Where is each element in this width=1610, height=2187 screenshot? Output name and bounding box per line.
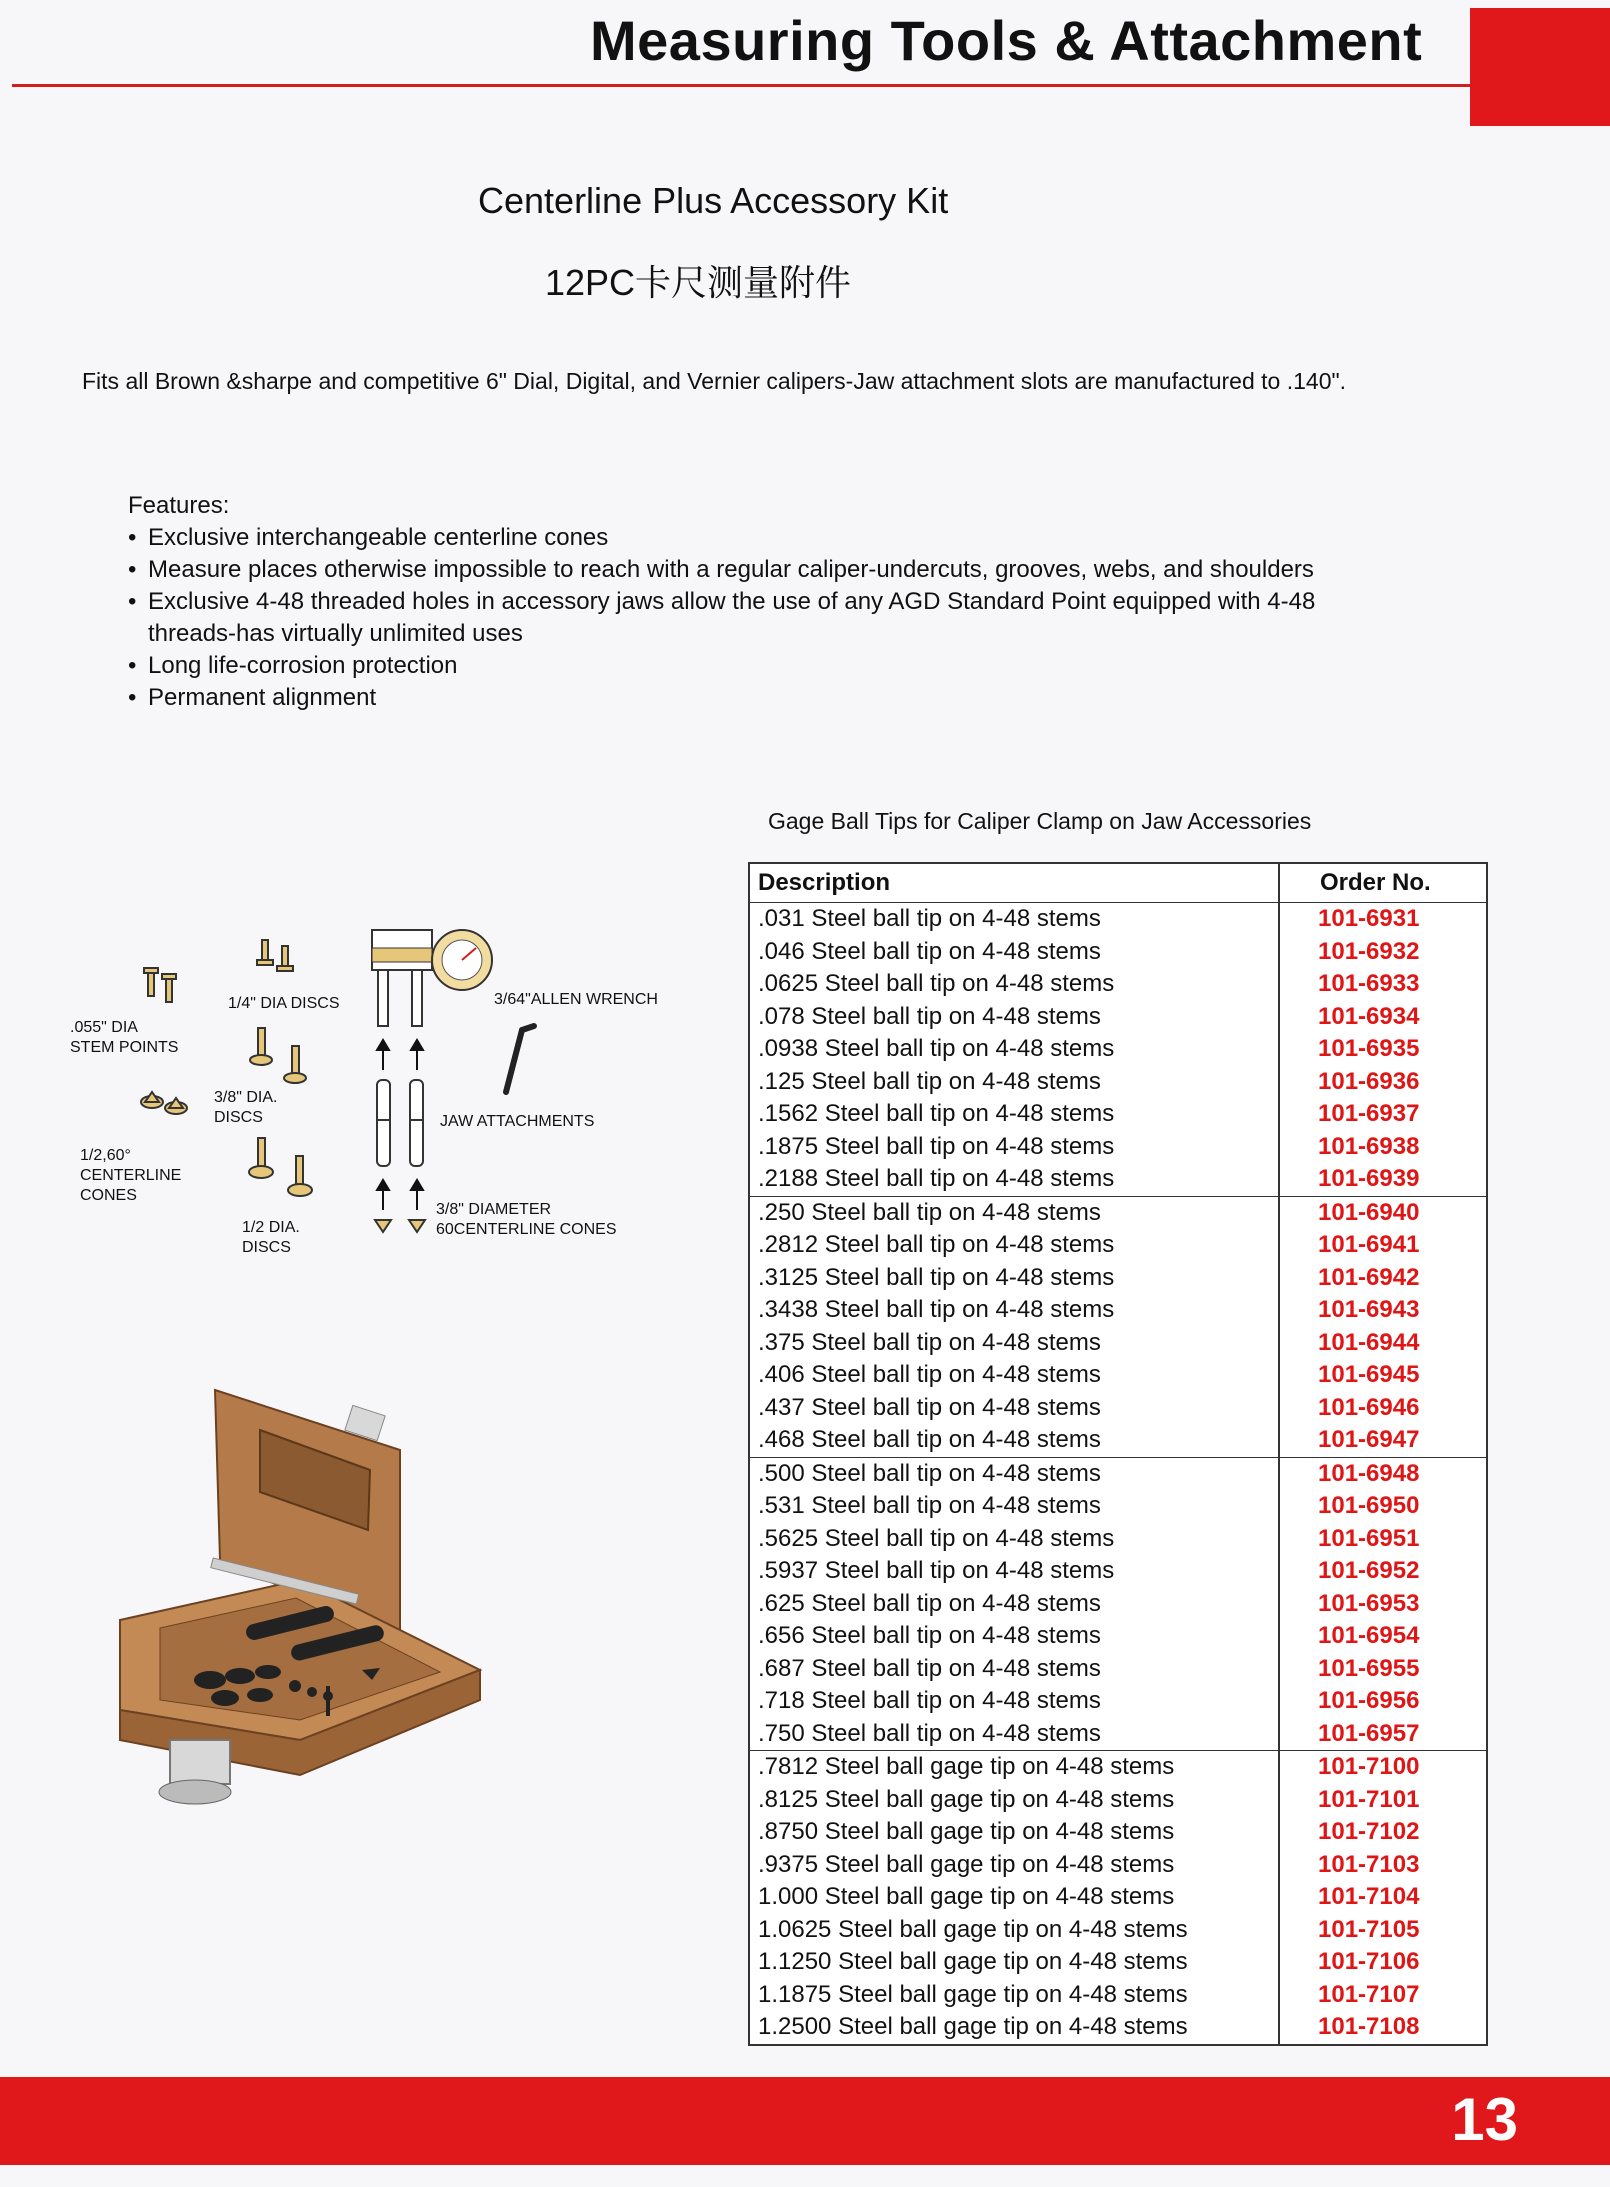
row-order-number: 101-7104 [1279, 1881, 1487, 1914]
feature-item: • Permanent alignment [128, 682, 1368, 714]
table-row [749, 1653, 1487, 1686]
label-jaw-attachments: JAW ATTACHMENTS [440, 1113, 595, 1130]
kit-subtitle: 12PC卡尺测量附件 [545, 262, 852, 303]
row-order-number: 101-6945 [1279, 1359, 1487, 1392]
row-order-number: 101-6936 [1279, 1066, 1487, 1099]
table-row [749, 1033, 1487, 1066]
header-divider [12, 84, 1472, 87]
row-order-number: 101-6954 [1279, 1620, 1487, 1653]
row-description: .3125 Steel ball tip on 4-48 stems [758, 1263, 1115, 1291]
table-row [749, 936, 1487, 969]
row-order-number: 101-6944 [1279, 1327, 1487, 1360]
row-description: .437 Steel ball tip on 4-48 stems [758, 1393, 1101, 1421]
table-row [749, 1229, 1487, 1262]
kit-title: Centerline Plus Accessory Kit [478, 180, 949, 221]
label-centerline-cones: 1/2,60° CENTERLINE CONES [80, 1147, 182, 1204]
kit-case-photo [100, 1380, 530, 1840]
row-description: .3438 Steel ball tip on 4-48 stems [758, 1296, 1115, 1324]
row-description: .8125 Steel ball gage tip on 4-48 stems [758, 1785, 1175, 1813]
row-description: 1.2500 Steel ball gage tip on 4-48 stems [758, 2013, 1188, 2041]
row-description: .1562 Steel ball tip on 4-48 stems [758, 1100, 1115, 1128]
table-row [749, 1718, 1487, 1751]
half-disc-icon [249, 1138, 312, 1196]
row-order-number: 101-6952 [1279, 1555, 1487, 1588]
row-order-number: 101-7100 [1279, 1751, 1487, 1784]
row-description: 1.0625 Steel ball gage tip on 4-48 stems [758, 1915, 1188, 1943]
feature-item: • Exclusive 4-48 threaded holes in accessory jaws allow the use of any AGD Standard Point equipped with 4-48 threads-has virtually unlimited uses [128, 586, 1368, 650]
table-row [749, 1685, 1487, 1718]
row-order-number: 101-7105 [1279, 1914, 1487, 1947]
row-description: .687 Steel ball tip on 4-48 stems [758, 1654, 1101, 1682]
table-row [749, 968, 1487, 1001]
row-description: .500 Steel ball tip on 4-48 stems [749, 1457, 1279, 1490]
table-row [749, 1359, 1487, 1392]
table-row [749, 1490, 1487, 1523]
row-order-number: 101-6937 [1279, 1098, 1487, 1131]
row-order-number: 101-6946 [1279, 1392, 1487, 1425]
order-no-header: Order No. [1279, 863, 1487, 903]
row-description: .5937 Steel ball tip on 4-48 stems [758, 1557, 1115, 1585]
row-description: .0938 Steel ball tip on 4-48 stems [758, 1035, 1115, 1063]
centerline-cone-icon [141, 1092, 187, 1114]
table-row [749, 1881, 1487, 1914]
features-list [128, 522, 1368, 714]
row-order-number: 101-6953 [1279, 1588, 1487, 1621]
row-order-number: 101-6956 [1279, 1685, 1487, 1718]
row-order-number: 101-6948 [1279, 1457, 1487, 1490]
row-description: 1.1250 Steel ball gage tip on 4-48 stems [758, 1948, 1188, 1976]
row-order-number: 101-7106 [1279, 1946, 1487, 1979]
table-row [749, 1523, 1487, 1556]
row-description: .031 Steel ball tip on 4-48 stems [758, 905, 1101, 933]
table-row [749, 1914, 1487, 1947]
row-description: .656 Steel ball tip on 4-48 stems [758, 1622, 1101, 1650]
row-order-number: 101-6941 [1279, 1229, 1487, 1262]
row-order-number: 101-6955 [1279, 1653, 1487, 1686]
feature-item: • Measure places otherwise impossible to reach with a regular caliper-undercuts, grooves, webs, and shoulders [128, 554, 1368, 586]
label-half-discs: 1/2 DIA. DISCS [242, 1219, 300, 1256]
table-row [749, 1620, 1487, 1653]
row-description: .1875 Steel ball tip on 4-48 stems [758, 1132, 1115, 1160]
header-accent-block [1470, 8, 1610, 126]
table-row [749, 1392, 1487, 1425]
table-row [749, 1946, 1487, 1979]
row-description: .078 Steel ball tip on 4-48 stems [758, 1002, 1101, 1030]
row-order-number: 101-7107 [1279, 1979, 1487, 2012]
table-row [749, 903, 1487, 936]
table-row [749, 1555, 1487, 1588]
row-description: .531 Steel ball tip on 4-48 stems [758, 1492, 1101, 1520]
row-description: .406 Steel ball tip on 4-48 stems [758, 1361, 1101, 1389]
table-row [749, 1294, 1487, 1327]
label-three-eighths-discs: 3/8" DIA. DISCS [214, 1089, 278, 1126]
row-description: .9375 Steel ball gage tip on 4-48 stems [758, 1850, 1175, 1878]
row-order-number: 101-6950 [1279, 1490, 1487, 1523]
table-row [749, 1262, 1487, 1295]
row-order-number: 101-6932 [1279, 936, 1487, 969]
row-description: 1.1875 Steel ball gage tip on 4-48 stems [758, 1980, 1188, 2008]
page-number: 13 [1451, 2086, 1518, 2153]
row-description: .2188 Steel ball tip on 4-48 stems [758, 1165, 1115, 1193]
row-order-number: 101-6931 [1279, 903, 1487, 936]
table-row [749, 1588, 1487, 1621]
table-row [749, 1424, 1487, 1457]
diameter-cone-icon [375, 1220, 425, 1232]
row-order-number: 101-6947 [1279, 1424, 1487, 1457]
label-allen-wrench: 3/64"ALLEN WRENCH [494, 991, 658, 1008]
table-header-row [749, 863, 1487, 903]
stem-point-icon [144, 968, 176, 1002]
three-eighths-disc-icon [250, 1028, 306, 1083]
row-description: .718 Steel ball tip on 4-48 stems [758, 1687, 1101, 1715]
label-stem-points: .055" DIA STEM POINTS [70, 1019, 179, 1056]
row-order-number: 101-7102 [1279, 1816, 1487, 1849]
row-order-number: 101-6939 [1279, 1163, 1487, 1196]
row-description: .046 Steel ball tip on 4-48 stems [758, 937, 1101, 965]
row-order-number: 101-7101 [1279, 1784, 1487, 1817]
table-row [749, 1066, 1487, 1099]
row-description: 1.000 Steel ball gage tip on 4-48 stems [758, 1883, 1175, 1911]
allen-wrench-icon [506, 1026, 534, 1092]
row-description: .250 Steel ball tip on 4-48 stems [749, 1196, 1279, 1229]
table-row [749, 1457, 1487, 1490]
label-quarter-discs: 1/4" DIA DISCS [228, 995, 340, 1012]
table-row [749, 1098, 1487, 1131]
label-diameter-cones: 3/8" DIAMETER 60CENTERLINE CONES [436, 1201, 617, 1238]
row-description: .750 Steel ball tip on 4-48 stems [758, 1719, 1101, 1747]
table-row [749, 1979, 1487, 2012]
description-header: Description [749, 863, 1279, 903]
row-description: .8750 Steel ball gage tip on 4-48 stems [758, 1818, 1175, 1846]
row-order-number: 101-6957 [1279, 1718, 1487, 1751]
row-order-number: 101-6940 [1279, 1196, 1487, 1229]
table-row [749, 1327, 1487, 1360]
row-description: .2812 Steel ball tip on 4-48 stems [758, 1231, 1115, 1259]
order-table [748, 862, 1488, 2046]
parts-diagram [70, 920, 690, 1280]
jaw-attachment-icon [377, 1080, 423, 1166]
row-order-number: 101-6943 [1279, 1294, 1487, 1327]
fits-description: Fits all Brown &sharpe and competitive 6" Dial, Digital, and Vernier calipers-Jaw attachment slots are manufactured to .140". [82, 368, 1347, 394]
row-description: .0625 Steel ball tip on 4-48 stems [758, 970, 1115, 998]
feature-item: • Exclusive interchangeable centerline cones [128, 522, 1368, 554]
row-order-number: 101-7103 [1279, 1849, 1487, 1882]
footer-band [0, 2077, 1610, 2165]
features-section [128, 490, 1368, 714]
row-description: .7812 Steel ball gage tip on 4-48 stems [749, 1751, 1279, 1784]
row-description: .468 Steel ball tip on 4-48 stems [758, 1426, 1101, 1454]
table-row [749, 2011, 1487, 2045]
feature-item: • Long life-corrosion protection [128, 650, 1368, 682]
page-title: Measuring Tools & Attachment [590, 9, 1423, 72]
table-row [749, 1001, 1487, 1034]
table-row [749, 1849, 1487, 1882]
row-order-number: 101-6933 [1279, 968, 1487, 1001]
row-description: .625 Steel ball tip on 4-48 stems [758, 1589, 1101, 1617]
quarter-disc-icon [257, 940, 293, 971]
table-row [749, 1131, 1487, 1164]
table-caption: Gage Ball Tips for Caliper Clamp on Jaw Accessories [768, 808, 1312, 834]
row-order-number: 101-6951 [1279, 1523, 1487, 1556]
row-description: .125 Steel ball tip on 4-48 stems [758, 1067, 1101, 1095]
table-row [749, 1196, 1487, 1229]
row-order-number: 101-6938 [1279, 1131, 1487, 1164]
row-order-number: 101-6935 [1279, 1033, 1487, 1066]
table-row [749, 1751, 1487, 1784]
row-order-number: 101-6942 [1279, 1262, 1487, 1295]
table-row [749, 1816, 1487, 1849]
row-description: .5625 Steel ball tip on 4-48 stems [758, 1524, 1115, 1552]
row-description: .375 Steel ball tip on 4-48 stems [758, 1328, 1101, 1356]
row-order-number: 101-7108 [1279, 2011, 1487, 2045]
table-row [749, 1784, 1487, 1817]
caliper-icon [372, 930, 492, 1026]
table-row [749, 1163, 1487, 1196]
features-heading: Features: [128, 492, 230, 519]
row-order-number: 101-6934 [1279, 1001, 1487, 1034]
